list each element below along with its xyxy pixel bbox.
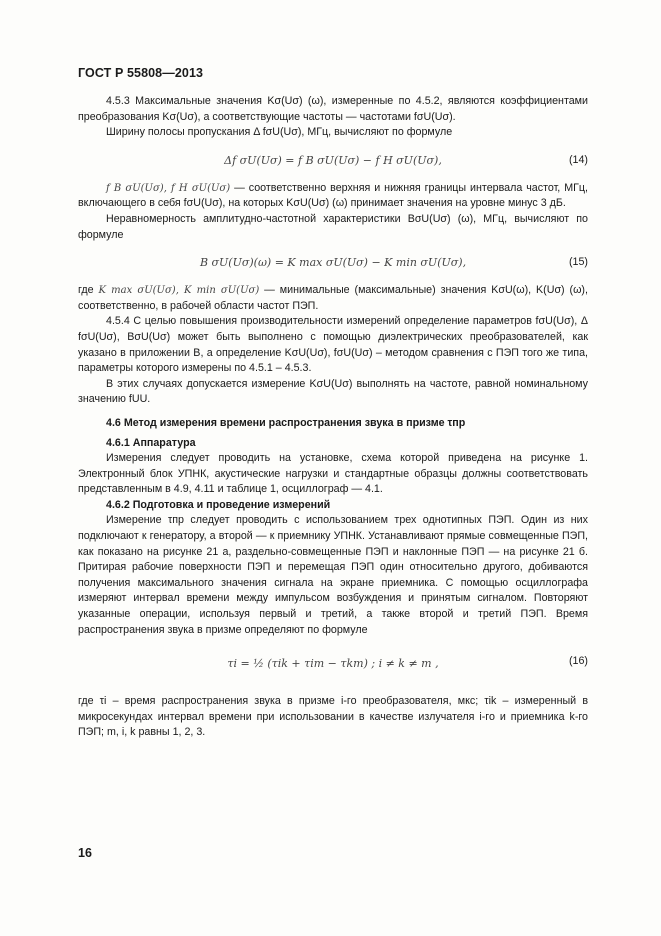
formula-15-number: (15) — [568, 256, 588, 269]
band-limit-symbols: f В σU(Uσ), f Н σU(Uσ) — [106, 182, 231, 194]
paragraph-454: 4.5.4 С целью повышения производительности измерений определение параметров fσU(Uσ), Δ fσU(Uσ), BσU(Uσ) может быть выполнено с помощью диэлектрических преобразователей, как указано в приложении В, а определение KσU(Uσ), fσU(Uσ) – методом сравнения с ПЭП того же типа, параметры которого измерены по 4.5.1 – 4.5.3. — [78, 315, 588, 375]
paragraph-453: 4.5.3 Максимальные значения Kσ(Uσ) (ω), измеренные по 4.5.2, являются коэффициентами преобразования Kσ(Uσ), а соответствующие частоты — частотами fσU(Uσ). — [78, 95, 588, 123]
paragraph-min-max — [78, 283, 588, 314]
paragraph-bandwidth: Ширину полосы пропускания Δ fσU(Uσ), МГц, вычисляют по формуле — [106, 126, 453, 139]
paragraph-band-limits — [78, 181, 588, 212]
formula-14 — [78, 147, 588, 175]
formula-16 — [78, 644, 588, 688]
min-max-symbols: K max σU(Uσ), K min σU(Uσ) — [98, 285, 260, 297]
paragraph-462: Измерение τпр следует проводить с использованием трех однотипных ПЭП. Один из них подключают к генератору, а второй — к приемнику УПНК. Устанавливают прямые совмещенные ПЭП, как показано на рисунке 21 а, раздельно-совмещенные ПЭП и наклонные ПЭП — на рисунке 21 б. Притирая рабочие поверхности ПЭП и перемещая ПЭП один относительно другого, добиваются получения максимального значения сигнала на экране приемника. С помощью осциллографа измеряют интервал времени между импульсом возбуждения и принятым сигналом. Повторяют указанные операции, используя первый и третий, а также второй и третий ПЭП. Время распространения звука в призме определяют по формуле — [78, 514, 588, 636]
formula-16-expression: τi = ½ (τik + τim − τkm) ; i ≠ k ≠ m , — [227, 657, 439, 671]
paragraph-461: Измерения следует проводить на установке, схема которой приведена на рисунке 1. Электронный блок УПНК, акустические нагрузки и стандартные образцы должны соответствовать представленным в 4.9, 4.11 и таблице 1, осциллограф — 4.1. — [78, 452, 588, 496]
main-text — [78, 94, 588, 741]
page-number: 16 — [78, 846, 92, 860]
section-461-title: 4.6.1 Аппаратура — [106, 436, 196, 449]
formula-14-number: (14) — [568, 153, 588, 166]
section-46-title: 4.6 Метод измерения времени распространения звука в призме τпр — [106, 416, 466, 429]
formula-16-number: (16) — [568, 655, 588, 668]
formula-14-expression: Δf σU(Uσ) = f В σU(Uσ) − f Н σU(Uσ), — [224, 153, 442, 167]
paragraph-nominal: В этих случаях допускается измерение KσU(Uσ) выполнять на частоте, равной номинальному значению fUU. — [78, 377, 588, 406]
formula-15 — [78, 249, 588, 277]
paragraph-nonuniformity: Неравномерность амплитудно-частотной характеристики BσU(Uσ) (ω), МГц, вычисляют по формуле — [78, 212, 588, 241]
band-limit-text: — соответственно верхняя и нижняя границы интервала частот, МГц, включающего в себя fσU(Uσ), на которых KσU(Uσ) (ω) принимает значения на уровне минус 3 дБ. — [78, 181, 588, 210]
formula-15-expression: B σU(Uσ)(ω) = K max σU(Uσ) − K min σU(Uσ), — [199, 256, 467, 270]
min-max-text: — минимальные (максимальные) значения KσU(ω), K(Uσ) (ω), соответственно, в рабочей области частот ПЭП. — [78, 284, 588, 312]
where-label: где — [78, 284, 94, 297]
paragraph-tau-definition: где τi – время распространения звука в призме i-го преобразователя, мкс; τik – измеренный в микросекундах интервал времени при использовании в качестве излучателя i-го и приемника k-го ПЭП; m, i, k равны 1, 2, 3. — [78, 695, 588, 739]
standard-header: ГОСТ Р 55808—2013 — [78, 66, 204, 80]
section-462-title: 4.6.2 Подготовка и проведение измерений — [106, 498, 331, 511]
